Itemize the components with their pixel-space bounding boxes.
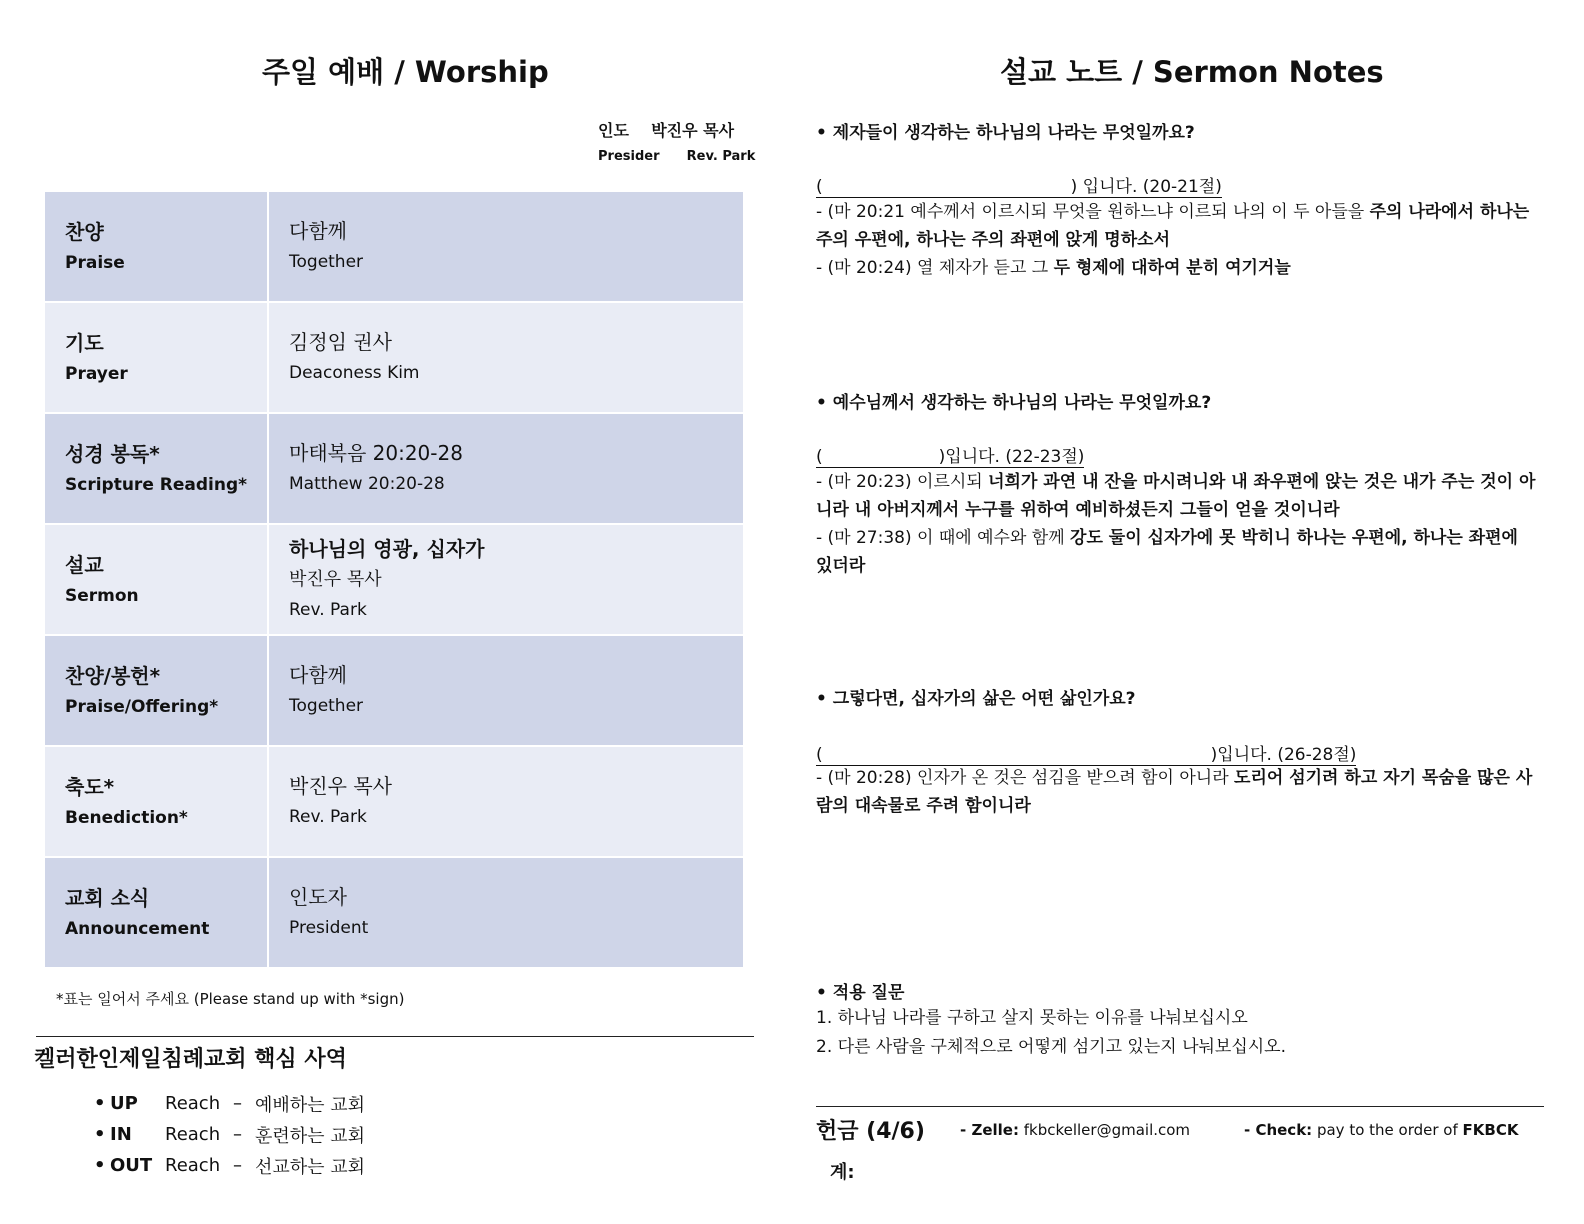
- blank-line: [823, 745, 1211, 766]
- scripture-ref: - (마 20:23) 이르시되 너희가 과연 내 잔을 마시려니와 내 좌우편에 앉는 것은 내가 주는 것이 아니라 내 아버지께서 누구를 위하여 예비하셨든지 그들이 얻을 것이니라: [816, 472, 1536, 520]
- left-divider: [36, 1036, 754, 1037]
- table-row: [45, 414, 743, 523]
- item-value-ko: 다함께: [289, 663, 347, 687]
- table-row: [45, 303, 743, 412]
- item-label-ko: 찬양: [65, 219, 104, 244]
- item-value-en: Matthew 20:20-28: [289, 474, 445, 494]
- question-3: • 그렇다면, 십자가의 삶은 어떤 삶인가요?: [816, 689, 1136, 709]
- answer-blank-3: ( )입니다. (26-28절): [816, 740, 1356, 766]
- item-value-ko: 다함께: [289, 219, 347, 243]
- item-value-ko: 박진우 목사: [289, 774, 392, 798]
- ministry-desc: 선교하는 교회: [255, 1156, 366, 1178]
- blank-line: [823, 447, 939, 468]
- item-label-ko: 설교: [65, 552, 104, 577]
- item-label-en: Praise: [65, 252, 125, 273]
- item-value-ko: 김정임 권사: [289, 330, 392, 354]
- offering-title: 헌금 (4/6): [816, 1119, 925, 1144]
- ministry-reach: Reach: [165, 1124, 221, 1145]
- ministry-tag: OUT: [110, 1155, 153, 1176]
- item-value-en: Deaconess Kim: [289, 363, 420, 383]
- ministry-tag: IN: [110, 1124, 132, 1145]
- item-label-ko: 성경 봉독*: [65, 441, 160, 466]
- ministry-list: [94, 1088, 365, 1181]
- question-2: • 예수님께서 생각하는 하나님의 나라는 무엇일까요?: [816, 393, 1212, 413]
- scripture-ref: - (마 20:24) 열 제자가 듣고 그 두 형제에 대하여 분히 여기거늘: [816, 258, 1291, 278]
- stand-note: *표는 일어서 주세요 (Please stand up with *sign): [56, 990, 405, 1008]
- presider-name-ko: 박진우 목사: [651, 121, 735, 140]
- item-value-ko: 마태복음 20:20-28: [289, 441, 463, 465]
- answer-blank-2: ( )입니다. (22-23절): [816, 442, 1084, 468]
- presider-block: [598, 118, 755, 164]
- bullet: •: [94, 1155, 106, 1176]
- scripture-ref: - (마 20:28) 인자가 온 것은 섬김을 받으려 함이 아니라 도리어 섬기려 하고 자기 목숨을 많은 사람의 대속물로 주려 함이니라: [816, 768, 1533, 816]
- answer-blank-1: ( ) 입니다. (20-21절): [816, 172, 1222, 198]
- presider-role-en: Presider: [598, 149, 660, 164]
- application-list: [816, 1004, 1286, 1062]
- list-item: [94, 1150, 365, 1181]
- presider-name-en: Rev. Park: [686, 149, 756, 164]
- ministry-dash: –: [233, 1155, 242, 1176]
- item-label-en: Scripture Reading*: [65, 474, 248, 495]
- bullet: •: [94, 1093, 106, 1114]
- ministry-dash: –: [233, 1093, 242, 1114]
- check-info: - Check: pay to the order of FKBCK: [1244, 1121, 1519, 1139]
- item-value-en: Together: [289, 696, 364, 716]
- item-label-en: Announcement: [65, 918, 210, 939]
- ministry-reach: Reach: [165, 1093, 221, 1114]
- ministry-desc: 예배하는 교회: [255, 1094, 366, 1116]
- application-title: • 적용 질문: [816, 983, 905, 1003]
- table-row: [45, 747, 743, 856]
- scripture-ref: - (마 27:38) 이 때에 예수와 함께 강도 둘이 십자가에 못 박히니 하나는 우편에, 하나는 좌편에 있더라: [816, 528, 1518, 576]
- item-value-en: Rev. Park: [289, 600, 367, 620]
- item-label-ko: 교회 소식: [65, 885, 150, 910]
- item-label-ko: 기도: [65, 330, 104, 355]
- item-value-ko: 인도자: [289, 885, 347, 909]
- list-item: [94, 1119, 365, 1150]
- list-item: 2. 다른 사람을 구체적으로 어떻게 섬기고 있는지 나눠보십시오.: [816, 1037, 1286, 1057]
- table-row: [45, 525, 743, 634]
- item-label-en: Benediction*: [65, 807, 188, 828]
- item-label-en: Sermon: [65, 585, 139, 606]
- scripture-ref: - (마 20:21 예수께서 이르시되 무엇을 원하느냐 이르되 나의 이 두 아들을 주의 나라에서 하나는 주의 우편에, 하나는 주의 좌편에 앉게 명하소서: [816, 202, 1530, 250]
- bullet: •: [94, 1124, 106, 1145]
- item-label-ko: 찬양/봉헌*: [65, 663, 161, 688]
- ministry-title: 켈러한인제일침례교회 핵심 사역: [34, 1047, 347, 1072]
- presider-role-ko: 인도: [598, 121, 629, 140]
- item-value-en: Rev. Park: [289, 807, 367, 827]
- item-label-en: Praise/Offering*: [65, 696, 219, 717]
- list-item: [94, 1088, 365, 1119]
- list-item: 1. 하나님 나라를 구하고 살지 못하는 이유를 나눠보십시오: [816, 1008, 1248, 1028]
- ministry-reach: Reach: [165, 1155, 221, 1176]
- ministry-tag: UP: [110, 1093, 138, 1114]
- ministry-dash: –: [233, 1124, 242, 1145]
- sermon-title: 하나님의 영광, 십자가: [289, 537, 485, 561]
- worship-title: 주일 예배 / Worship: [262, 55, 549, 89]
- item-value-en: Together: [289, 252, 364, 272]
- item-label-ko: 축도*: [65, 774, 115, 799]
- item-value-en: President: [289, 918, 369, 938]
- right-divider: [816, 1106, 1544, 1107]
- blank-line: [823, 177, 1071, 198]
- item-label-en: Prayer: [65, 363, 128, 384]
- ministry-desc: 훈련하는 교회: [255, 1125, 366, 1147]
- offering-total-label: 계:: [830, 1162, 855, 1183]
- table-row: [45, 636, 743, 745]
- table-row: [45, 858, 743, 967]
- zelle-info: - Zelle: fkbckeller@gmail.com: [960, 1121, 1191, 1139]
- order-of-worship-table: [45, 192, 743, 969]
- item-value-ko: 박진우 목사: [289, 569, 382, 590]
- table-row: [45, 192, 743, 301]
- question-1: • 제자들이 생각하는 하나님의 나라는 무엇일까요?: [816, 123, 1195, 143]
- sermon-notes-title: 설교 노트 / Sermon Notes: [1000, 55, 1384, 89]
